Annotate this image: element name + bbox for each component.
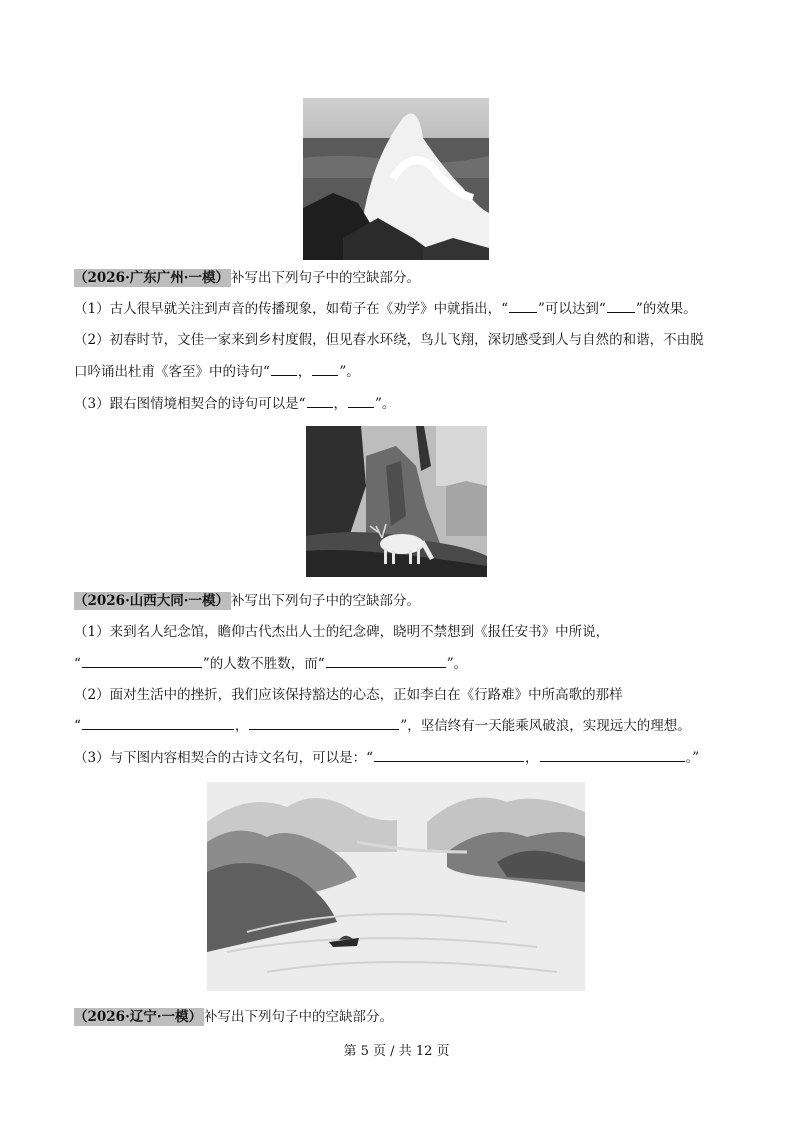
answer-blank[interactable] — [249, 716, 399, 730]
answer-blank[interactable] — [374, 748, 524, 762]
answer-blank[interactable] — [271, 362, 297, 376]
question-2-header — [74, 591, 420, 611]
instruction: 补写出下列句子中的空缺部分。 — [203, 1009, 393, 1025]
answer-blank[interactable] — [82, 716, 234, 730]
deer-cliff-photo — [306, 426, 487, 577]
question-1-item-2-cont: 口吟诵出杜甫《客至》中的诗句“ ， ”。 — [74, 364, 360, 380]
question-2-item-2-cont: “ ， ”，坚信终有一天能乘风破浪，实现远大的理想。 — [74, 718, 691, 734]
question-2-item-3: （3）与下图内容相契合的古诗文名句，可以是：“ ， 。” — [74, 750, 700, 766]
question-2-item-1-cont: “ ”的人数不胜数，而“ ”。 — [74, 656, 468, 672]
question-1-item-2: （2）初春时节，文佳一家来到乡村度假，但见春水环绕，鸟儿飞翔，深切感受到人与自然的和谐，不由脱 — [74, 332, 704, 348]
answer-blank[interactable] — [312, 362, 338, 376]
instruction: 补写出下列句子中的空缺部分。 — [230, 270, 420, 286]
wave-photo — [303, 98, 489, 260]
answer-blank[interactable] — [509, 299, 537, 313]
instruction: 补写出下列句子中的空缺部分。 — [230, 593, 420, 609]
source-tag: （2026·山西大同·一模） — [74, 593, 229, 609]
source-tag: （2026·广东广州·一模） — [74, 270, 229, 286]
answer-blank[interactable] — [326, 654, 446, 668]
page-number: 第 5 页 / 共 12 页 — [343, 1044, 450, 1059]
answer-blank[interactable] — [540, 748, 685, 762]
source-tag: （2026·辽宁·一模） — [74, 1009, 202, 1025]
answer-blank[interactable] — [607, 299, 635, 313]
ink-landscape-painting — [207, 782, 585, 991]
question-1-item-3: （3）跟右图情境相契合的诗句可以是“ ， ”。 — [74, 396, 396, 412]
question-2-item-1: （1）来到名人纪念馆，瞻仰古代杰出人士的纪念碑，晓明不禁想到《报任安书》中所说， — [74, 624, 610, 640]
question-2-item-2: （2）面对生活中的挫折，我们应该保持豁达的心态，正如李白在《行路难》中所高歌的那样 — [74, 687, 623, 703]
question-1-item-1: （1）古人很早就关注到声音的传播现象，如荀子在《劝学》中就指出，“ ”可以达到“ ”的效果。 — [74, 301, 697, 317]
answer-blank[interactable] — [82, 654, 202, 668]
answer-blank[interactable] — [348, 394, 374, 408]
answer-blank[interactable] — [307, 394, 333, 408]
question-3-header — [74, 1007, 393, 1027]
question-1-header — [74, 268, 420, 288]
